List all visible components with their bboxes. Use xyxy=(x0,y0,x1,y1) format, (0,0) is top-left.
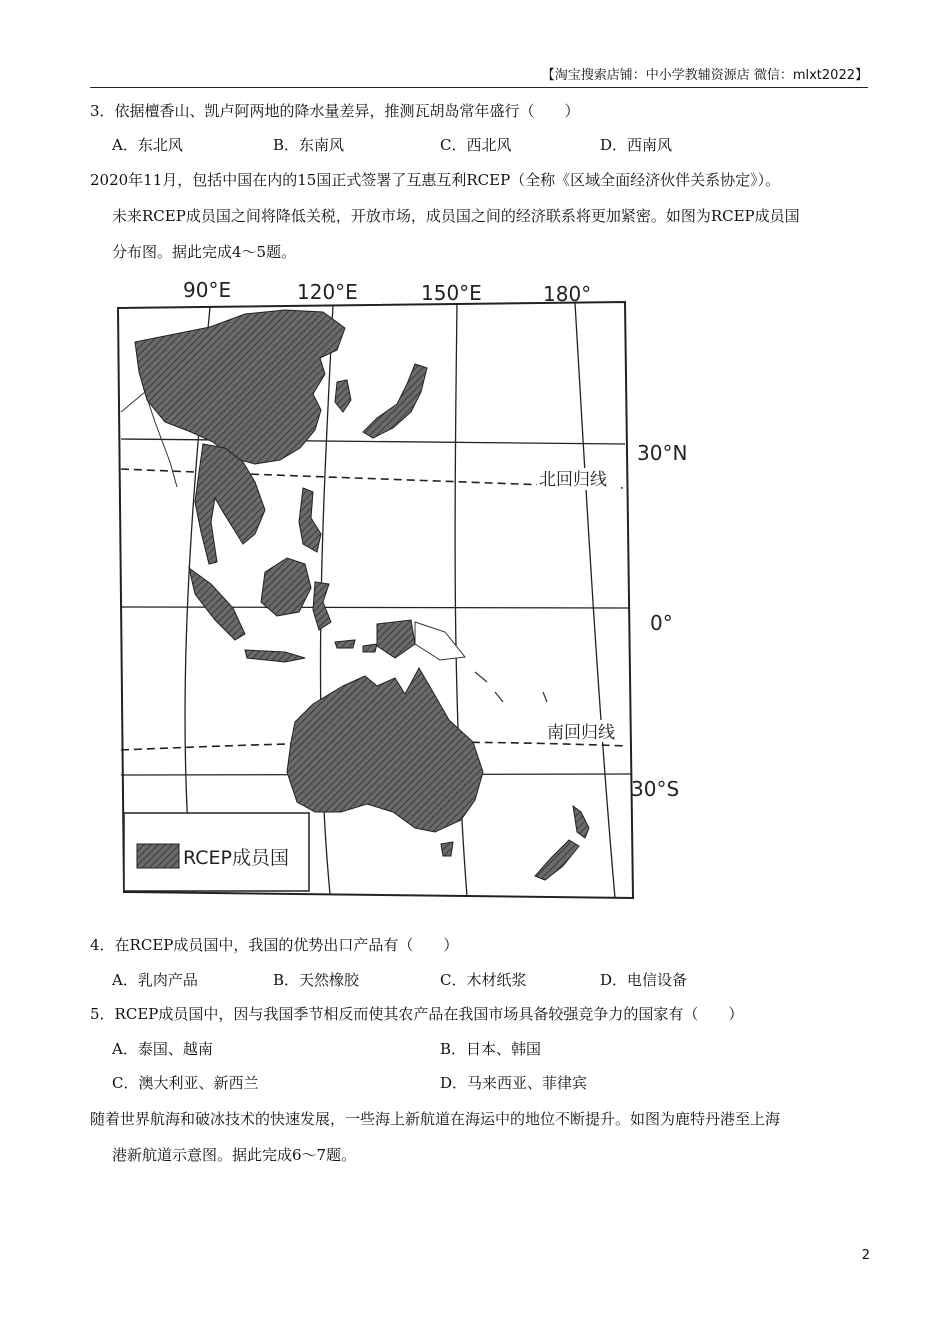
legend-label: RCEP成员国 xyxy=(183,847,289,869)
q4-option-d: D．电信设备 xyxy=(600,971,688,989)
meridian-180 xyxy=(575,303,615,898)
q4-option-b: B．天然橡胶 xyxy=(273,971,360,989)
intro-route-line2: 港新航道示意图。据此完成6～7题。 xyxy=(112,1146,357,1164)
q4-option-a: A．乳肉产品 xyxy=(112,971,198,989)
tasmania-shape xyxy=(441,842,453,856)
lon-label-90e: 90°E xyxy=(183,278,232,302)
japan-shape xyxy=(363,364,427,438)
sumatra-shape xyxy=(189,568,245,640)
q3-option-b: B．东南风 xyxy=(273,136,345,154)
intro-rcep-line1: 2020年11月，包括中国在内的15国正式签署了互惠互利RCEP（全称《区域全面经济伙伴关系协定》）。 xyxy=(90,171,781,189)
intro-route-line1: 随着世界航海和破冰技术的快速发展，一些海上新航道在海运中的地位不断提升。如图为鹿特丹港至上海 xyxy=(90,1110,781,1128)
new-guinea-east-outline xyxy=(415,622,465,660)
intro-rcep-line2: 未来RCEP成员国之间将降低关税，开放市场，成员国之间的经济联系将更加紧密。如图为RCEP成员国 xyxy=(112,207,800,225)
korea-shape xyxy=(335,380,351,412)
philippines-shape xyxy=(299,488,321,552)
lat-label-30s: 30°S xyxy=(631,777,680,801)
new-zealand-south-shape xyxy=(535,840,579,880)
q4-stem: 4．在RCEP成员国中，我国的优势出口产品有（ ） xyxy=(90,936,459,954)
intro-rcep-line3: 分布图。据此完成4～5题。 xyxy=(112,243,297,261)
q4-option-c: C．木材纸浆 xyxy=(440,971,527,989)
tropic-south-label: 南回归线 xyxy=(547,723,615,743)
new-zealand-north-shape xyxy=(573,806,589,838)
tropic-north-label: 北回归线 xyxy=(539,470,607,490)
australia-shape xyxy=(287,668,483,832)
page-number: 2 xyxy=(861,1248,870,1263)
west-papua-shape xyxy=(377,620,415,658)
legend-swatch xyxy=(137,844,179,868)
q3-option-d: D．西南风 xyxy=(600,136,673,154)
parallel-0 xyxy=(121,607,629,608)
page-header: 【淘宝搜索店铺：中小学教辅资源店 微信：mlxt2022】 xyxy=(541,68,868,83)
q3-option-c: C．西北风 xyxy=(440,136,512,154)
q5-option-d: D．马来西亚、菲律宾 xyxy=(440,1074,588,1092)
lon-label-180: 180° xyxy=(543,282,592,306)
lesser-sunda-shape xyxy=(335,640,377,652)
q3-stem: 3．依据檀香山、凯卢阿两地的降水量差异，推测瓦胡岛常年盛行（ ） xyxy=(90,102,580,120)
sulawesi-shape xyxy=(313,582,331,630)
q5-option-c: C．澳大利亚、新西兰 xyxy=(112,1074,259,1092)
java-shape xyxy=(245,650,305,662)
q5-option-b: B．日本、韩国 xyxy=(440,1040,542,1058)
rcep-member-map xyxy=(115,272,715,902)
lat-label-30n: 30°N xyxy=(637,441,688,465)
parallel-30n xyxy=(121,439,625,444)
lon-label-150e: 150°E xyxy=(421,281,482,305)
pacific-islands-outline xyxy=(475,672,547,702)
q5-option-a: A．泰国、越南 xyxy=(112,1040,213,1058)
q5-stem: 5．RCEP成员国中，因与我国季节相反而使其农产品在我国市场具备较强竞争力的国家有（ ） xyxy=(90,1005,744,1023)
header-rule xyxy=(90,87,868,88)
lon-label-120e: 120°E xyxy=(297,280,358,304)
lat-label-0: 0° xyxy=(650,611,673,635)
q3-option-a: A．东北风 xyxy=(112,136,183,154)
